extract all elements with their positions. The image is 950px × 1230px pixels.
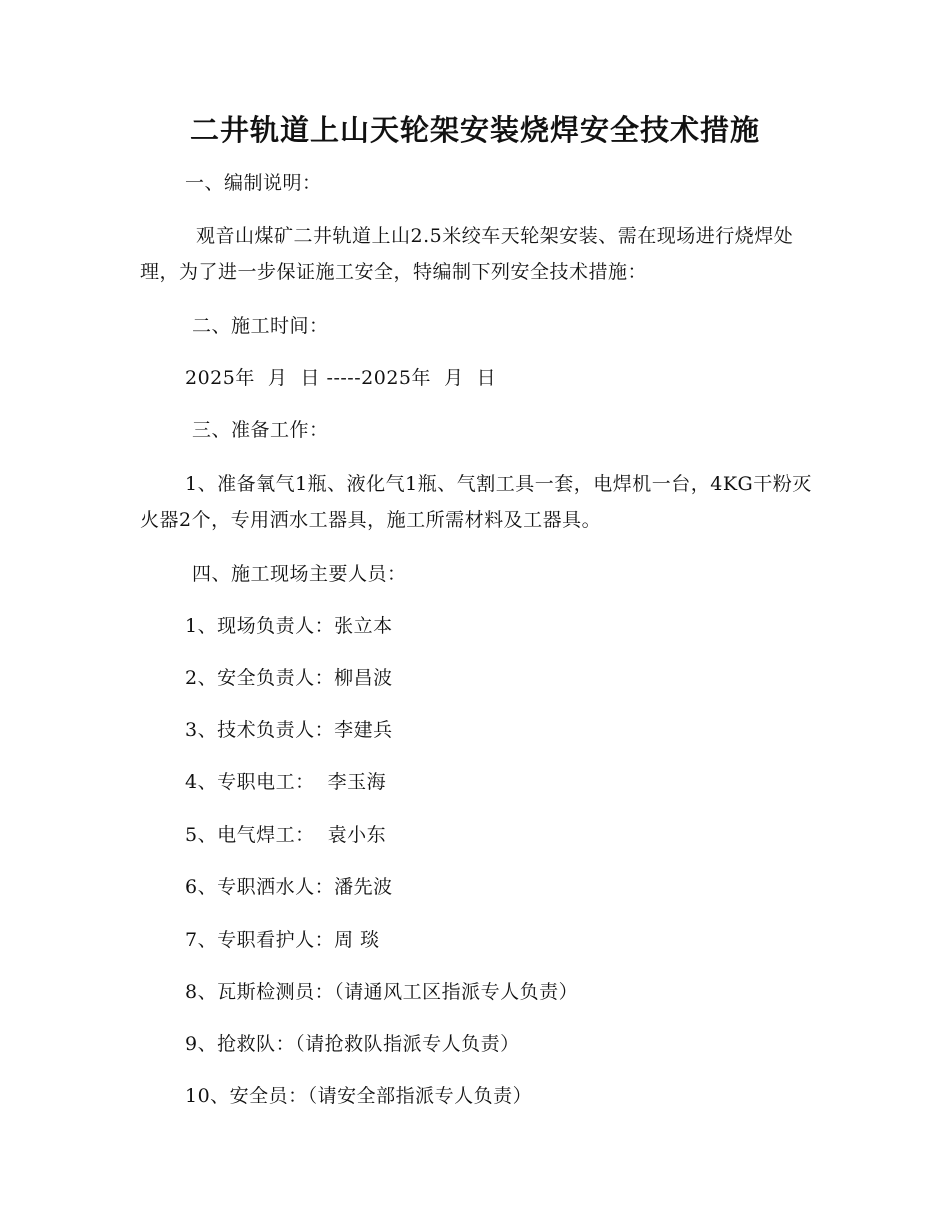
section-body-construction-time: 2025年 月 日 -----2025年 月 日	[185, 367, 497, 389]
personnel-item: 6、专职洒水人：潘先波	[185, 876, 393, 898]
personnel-item: 10、安全员：（请安全部指派专人负责）	[185, 1085, 533, 1107]
section-heading-compilation: 一、编制说明：	[185, 172, 322, 194]
section-body-preparation: 1、准备氧气1瓶、液化气1瓶、气割工具一套，电焊机一台，4KG干粉灭火器2个，专用洒水工器具，施工所需材料及工器具。	[140, 473, 812, 531]
personnel-item: 5、电气焊工： 袁小东	[185, 824, 387, 846]
personnel-item: 2、安全负责人：柳昌波	[185, 667, 393, 689]
personnel-item: 3、技术负责人：李建兵	[185, 719, 393, 741]
personnel-item: 7、专职看护人：周 琰	[185, 929, 380, 951]
section-heading-preparation: 三、准备工作：	[192, 419, 329, 441]
personnel-item: 4、专职电工： 李玉海	[185, 771, 387, 793]
personnel-item: 1、现场负责人：张立本	[185, 615, 393, 637]
personnel-item: 9、抢救队：（请抢救队指派专人负责）	[185, 1033, 520, 1055]
document-title: 二井轨道上山天轮架安装烧焊安全技术措施	[189, 113, 760, 147]
section-body-compilation: 观音山煤矿二井轨道上山2.5米绞车天轮架安装、需在现场进行烧焊处理，为了进一步保证施工安全，特编制下列安全技术措施：	[140, 225, 794, 283]
personnel-item: 8、瓦斯检测员：（请通风工区指派专人负责）	[185, 981, 579, 1003]
section-heading-personnel: 四、施工现场主要人员：	[192, 563, 407, 585]
section-heading-construction-time: 二、施工时间：	[192, 315, 329, 337]
